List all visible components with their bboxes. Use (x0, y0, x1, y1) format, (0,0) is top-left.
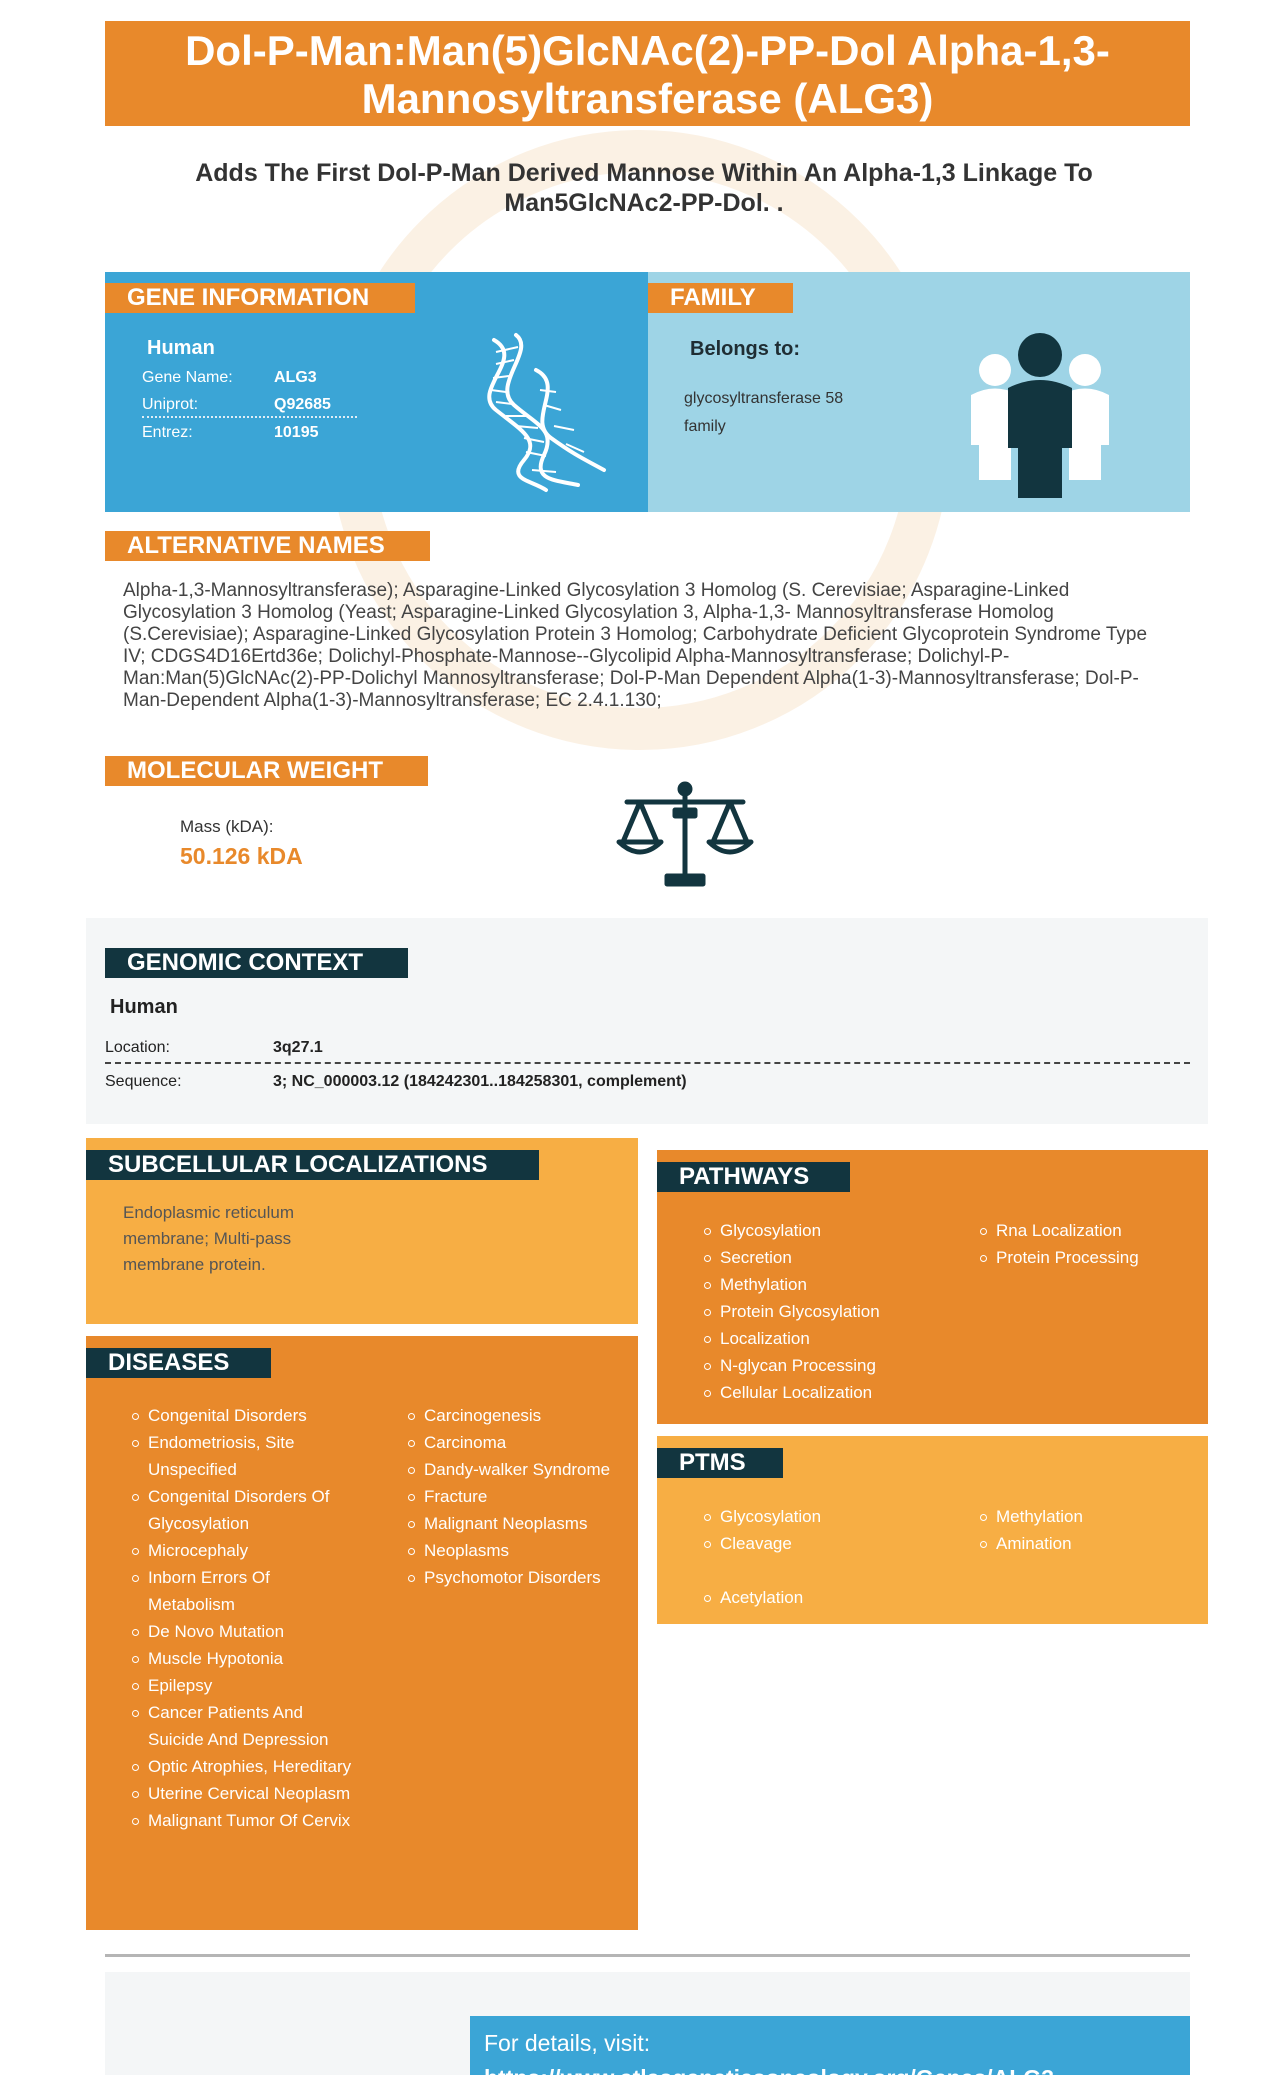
list-item: Localization (700, 1325, 960, 1352)
entrez-row (142, 420, 357, 446)
family-name: glycosyltransferase 58 family (684, 390, 844, 435)
list-item: Congenital Disorders Of Glycosylation (128, 1483, 358, 1537)
location-label: Location: (105, 1039, 170, 1056)
ptms-list-col1 (700, 1503, 900, 1557)
subcellular-text: Endoplasmic reticulum membrane; Multi-pass membrane protein. (123, 1203, 295, 1274)
sequence-label: Sequence: (105, 1073, 182, 1090)
pathways-list-col2 (976, 1217, 1196, 1271)
subcellular-heading: SUBCELLULAR LOCALIZATIONS (86, 1150, 539, 1180)
list-item: Fracture (404, 1483, 634, 1510)
list-item: Malignant Neoplasms (404, 1510, 634, 1537)
list-item: Protein Processing (976, 1244, 1196, 1271)
family-heading: FAMILY (648, 283, 793, 313)
list-item: Uterine Cervical Neoplasm (128, 1780, 358, 1807)
list-item: Glycosylation (700, 1503, 900, 1530)
footer-visit-label: For details, visit: (484, 2030, 651, 2056)
list-item: Microcephaly (128, 1537, 358, 1564)
dna-helix-icon (466, 330, 611, 495)
genomic-context-heading: GENOMIC CONTEXT (105, 948, 408, 978)
sequence-row (105, 1066, 1190, 1098)
gene-information-heading: GENE INFORMATION (105, 283, 415, 313)
list-item: Acetylation (700, 1584, 900, 1611)
mass-value: 50.126 kDA (180, 843, 303, 869)
footer-divider (105, 1954, 1190, 1957)
list-item: Optic Atrophies, Hereditary (128, 1753, 358, 1780)
mass-label: Mass (kDA): (180, 817, 274, 836)
uniprot-row (142, 392, 357, 418)
list-item: De Novo Mutation (128, 1618, 358, 1645)
balance-scale-icon (615, 780, 755, 890)
list-item: Endometriosis, Site Unspecified (128, 1429, 358, 1483)
uniprot-value[interactable]: Q92685 (274, 396, 331, 413)
list-item: Methylation (976, 1503, 1176, 1530)
list-item: Dandy-walker Syndrome (404, 1456, 634, 1483)
gene-name-row (142, 365, 357, 391)
uniprot-label: Uniprot: (142, 396, 199, 413)
gene-name-label: Gene Name: (142, 369, 233, 386)
list-item: Muscle Hypotonia (128, 1645, 358, 1672)
page-title: Dol-P-Man:Man(5)GlcNAc(2)-PP-Dol Alpha-1,3-Mannosyltransferase (ALG3) (105, 21, 1190, 126)
list-item: Carcinoma (404, 1429, 634, 1456)
list-item: Rna Localization (976, 1217, 1196, 1244)
footer-link[interactable]: https://www.atlasgeneticsoncology.org/Genes/ALG3 (484, 2065, 1054, 2091)
list-item: Neoplasms (404, 1537, 634, 1564)
list-item: Inborn Errors Of Metabolism (128, 1564, 358, 1618)
ptms-list-col2 (976, 1503, 1176, 1557)
list-item: Psychomotor Disorders (404, 1564, 634, 1591)
diseases-list-col2 (404, 1402, 634, 1591)
gene-species: Human (147, 337, 215, 359)
location-value: 3q27.1 (273, 1039, 323, 1056)
molecular-weight-heading: MOLECULAR WEIGHT (105, 756, 428, 786)
people-group-icon (965, 330, 1115, 502)
list-item: Cleavage (700, 1530, 900, 1557)
list-item: Congenital Disorders (128, 1402, 358, 1429)
list-item: Cancer Patients And Suicide And Depression (128, 1699, 358, 1753)
list-item: Amination (976, 1530, 1176, 1557)
pathways-heading: PATHWAYS (657, 1162, 850, 1192)
entrez-value[interactable]: 10195 (274, 424, 319, 441)
list-item: Carcinogenesis (404, 1402, 634, 1429)
gene-name-value: ALG3 (274, 369, 317, 386)
list-item: Malignant Tumor Of Cervix (128, 1807, 358, 1834)
list-item: Epilepsy (128, 1672, 358, 1699)
footer-details-box (470, 2016, 1190, 2091)
family-belongs-label: Belongs to: (690, 338, 800, 360)
alternative-names-heading: ALTERNATIVE NAMES (105, 531, 430, 561)
ptms-list-col1-extra (700, 1584, 900, 1611)
location-row (105, 1032, 1190, 1064)
list-item: Cellular Localization (700, 1379, 960, 1406)
genomic-species: Human (110, 996, 178, 1018)
pathways-list-col1 (700, 1217, 960, 1406)
list-item: N-glycan Processing (700, 1352, 960, 1379)
page-subtitle: Adds The First Dol-P-Man Derived Mannose Within An Alpha-1,3 Linkage To Man5GlcNAc2-PP-Dol. . (195, 159, 1093, 217)
diseases-heading: DISEASES (86, 1348, 271, 1378)
list-item: Protein Glycosylation (700, 1298, 960, 1325)
entrez-label: Entrez: (142, 424, 193, 441)
ptms-heading: PTMS (657, 1448, 783, 1478)
list-item: Secretion (700, 1244, 960, 1271)
sequence-value: 3; NC_000003.12 (184242301..184258301, complement) (273, 1073, 687, 1090)
diseases-list-col1 (128, 1402, 358, 1834)
alternative-names-text: Alpha-1,3-Mannosyltransferase); Asparagine-Linked Glycosylation 3 Homolog (S. Cerevisiae; Asparagine-Linked Glycosylation 3 Homolog (Yeast; Asparagine-Linked Glycosylation 3, Alpha-1,3- Mannosyltransferase Homolog (S.Cerevisiae); Asparagine-Linked Glycosylation Protein 3 Homolog; Carbohydrate Deficient Glycoprotein Syndrome Type IV; CDGS4D16Ertd36e; Dolichyl-Phosphate-Mannose--Glycolipid Alpha-Mannosyltransferase; Dolichyl-P-Man:Man(5)GlcNAc(2)-PP-Dolichyl Mannosyltransferase; Dol-P-Man Dependent Alpha(1-3)-Mannosyltransferase; Dol-P-Man-Dependent Alpha(1-3)-Mannosyltransferase; EC 2.4.1.130; (123, 580, 1148, 711)
list-item: Glycosylation (700, 1217, 960, 1244)
list-item: Methylation (700, 1271, 960, 1298)
